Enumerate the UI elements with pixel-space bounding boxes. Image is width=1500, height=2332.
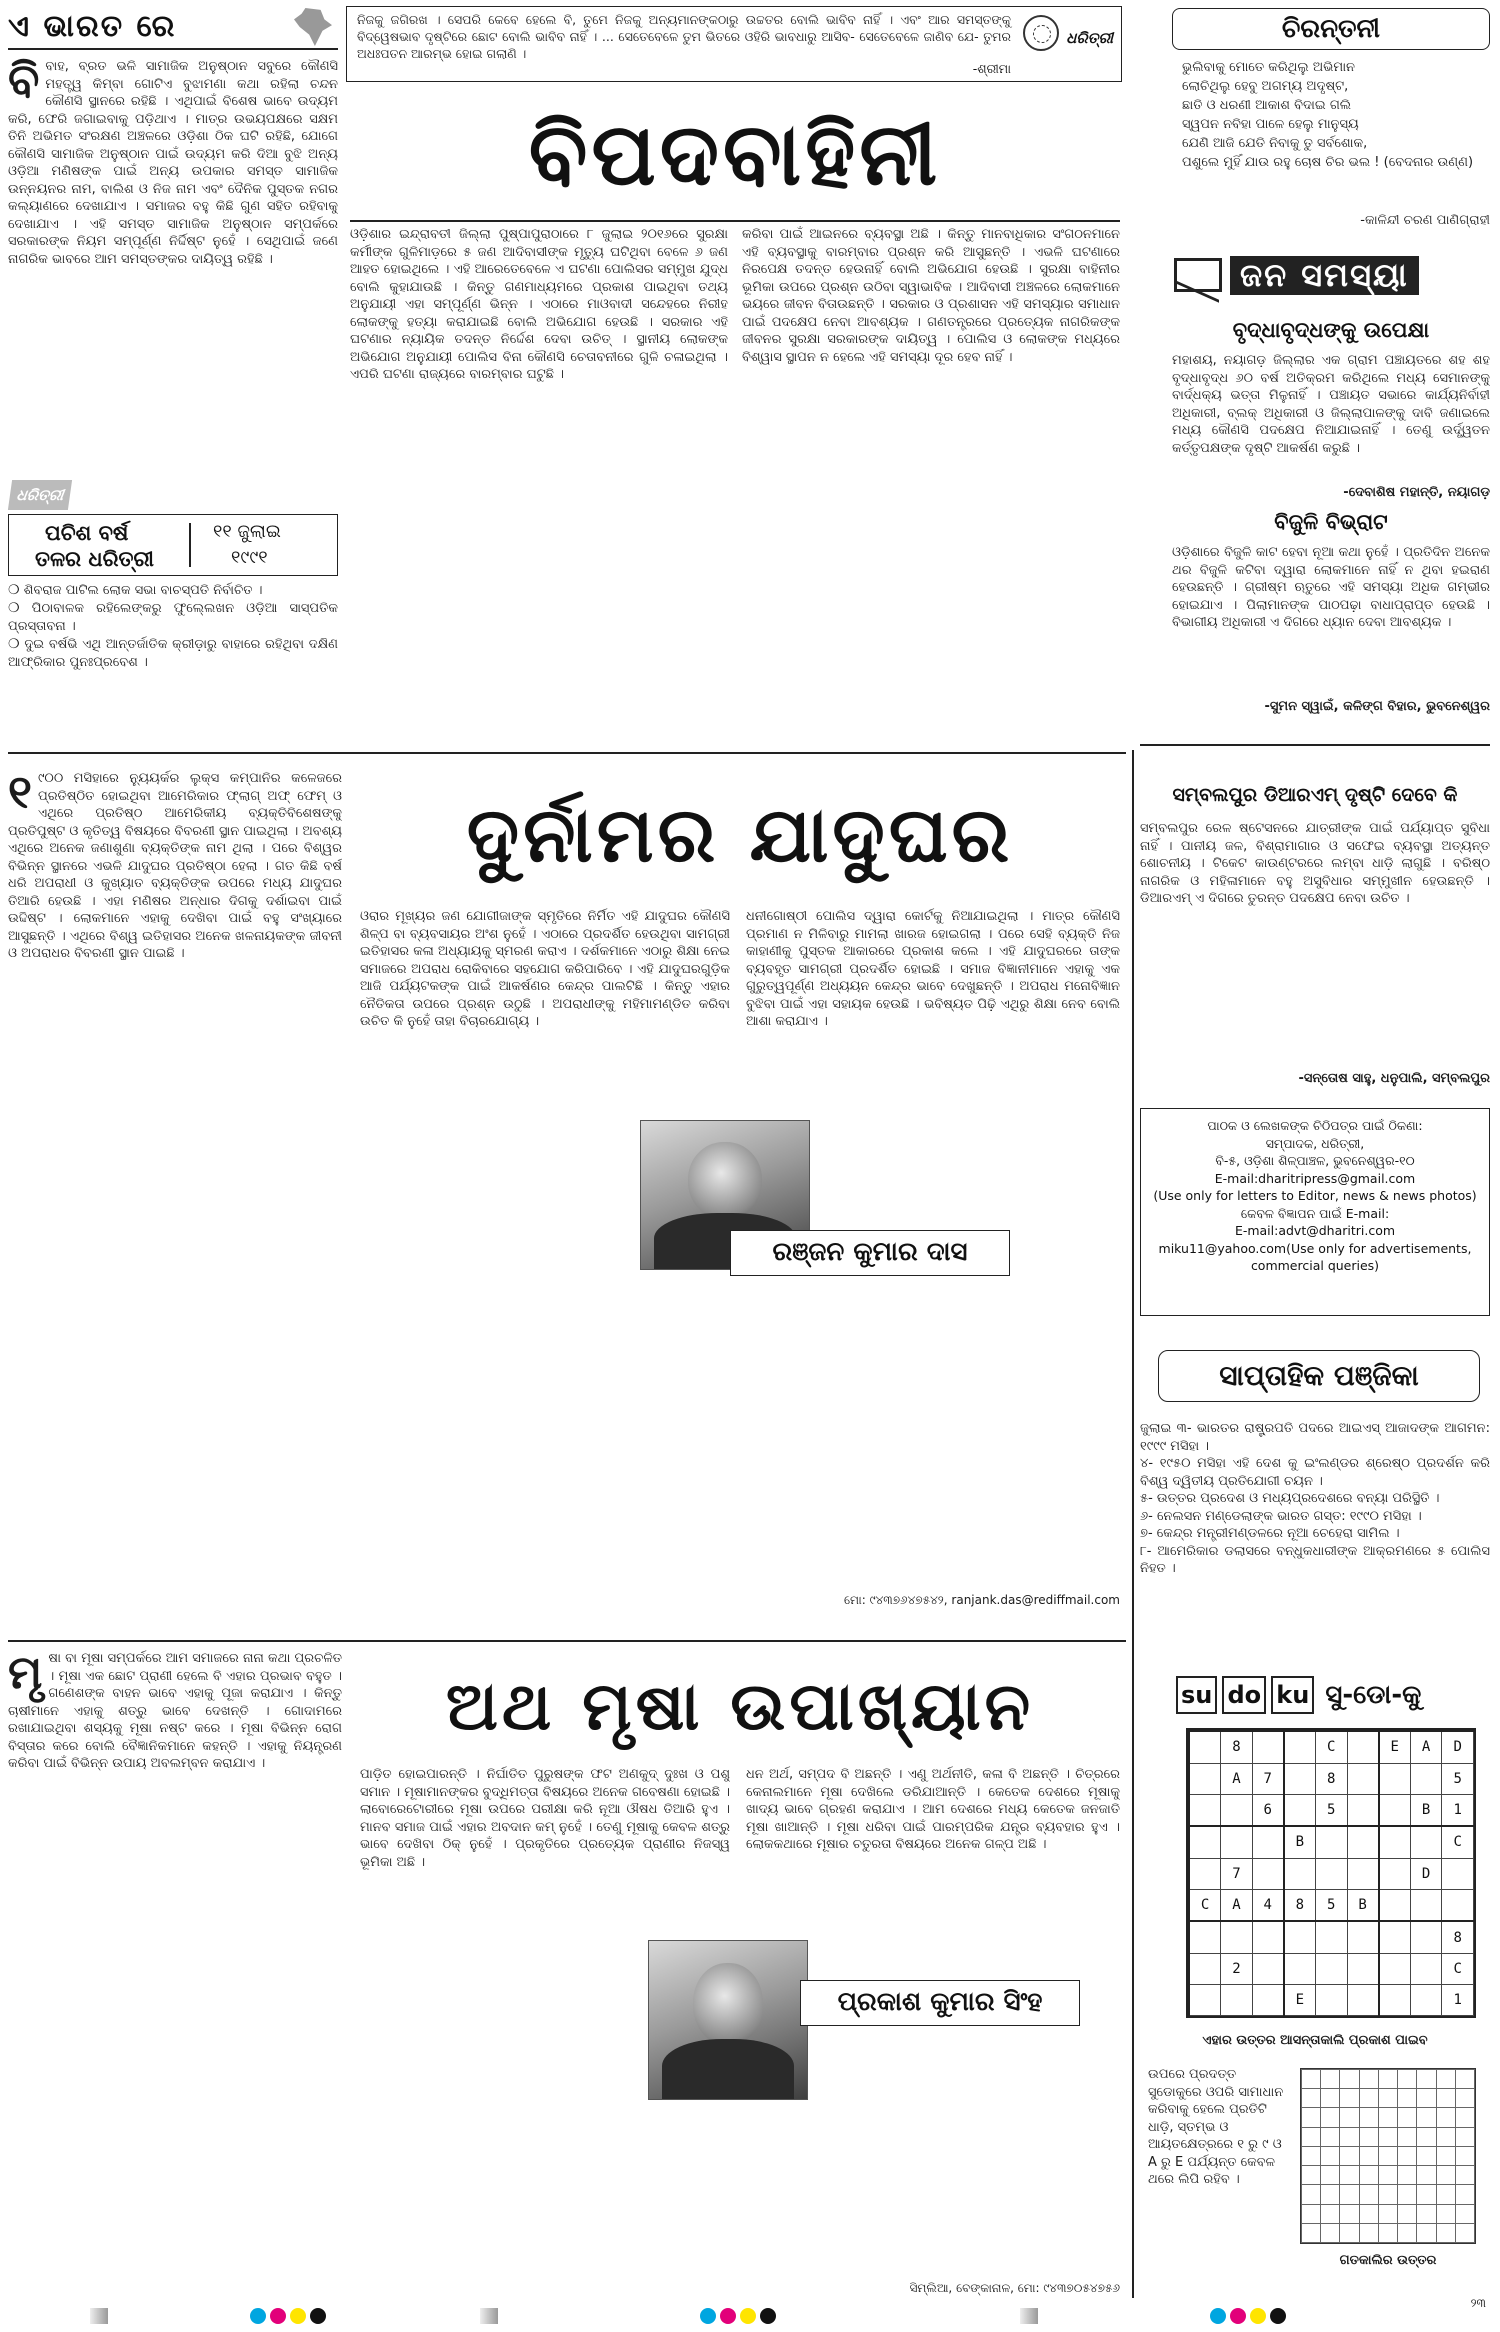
answer-cell [1436,2108,1455,2127]
sudoku-cell[interactable] [1189,1984,1221,2015]
article2-dropcap: ୧ [8,770,32,819]
answer-cell [1359,2166,1378,2185]
article1-col2: କରିବା ପାଇଁ ଆଇନରେ ବ୍ୟବସ୍ଥା ଅଛି । କିନ୍ତୁ ମାନବାଧିକାର ସଂଗଠନମାନେ ଏହି ବ୍ୟବସ୍ଥାକୁ ବାରମ୍ବାର ପ୍ରଶ୍ନ କରି ଆସୁଛନ୍ତି । ଏଭଳି ଘଟଣାରେ ନିରପେକ୍ଷ ତଦନ୍ତ ହେଉନାହିଁ ବୋଲି ଅଭିଯୋଗ ହେଉଛି । ସୁରକ୍ଷା ବାହିନୀର ଭୂମିକା ଉପରେ ପ୍ରଶ୍ନ ଉଠିବା ସ୍ୱାଭାବିକ । ଆଦିବାସୀ ଅଞ୍ଚଳରେ ଲୋକମାନେ ଭୟରେ ଜୀବନ ବିତାଉଛନ୍ତି । ସରକାର ଓ ପ୍ରଶାସନ ଏହି ସମସ୍ୟାର ସମାଧାନ ପାଇଁ ପଦକ୍ଷେପ ନେବା ଆବଶ୍ୟକ । ଗଣତନ୍ତ୍ରରେ ପ୍ରତ୍ୟେକ ନାଗରିକଙ୍କ ଜୀବନର ସୁରକ୍ଷା ସରକାରଙ୍କ ଦାୟିତ୍ୱ । ପୋଲିସ ଓ ଲୋକଙ୍କ ମଧ୍ୟରେ ବିଶ୍ୱାସ ସ୍ଥାପନ ନ ହେଲେ ଏହି ସମସ୍ୟା ଦୂର ହେବ ନାହିଁ । [742,227,1120,365]
sudoku-cell[interactable] [1284,1794,1316,1826]
answer-cell [1302,2070,1321,2089]
answer-cell [1359,2070,1378,2089]
answer-cell [1302,2108,1321,2127]
sudoku-cell[interactable] [1315,1858,1347,1889]
sudoku-cell[interactable] [1379,1984,1411,2015]
saptahika-item-4: ୬- ନେଲସନ ମଣ୍ଡେଲାଙ୍କ ଭାରତ ଗସ୍ତ: ୧୯୯୦ ମସିହା । [1140,1508,1422,1524]
letter2-title: ବିଜୁଳି ବିଭ୍ରାଟ [1274,510,1388,534]
sudoku-cell[interactable] [1284,1763,1316,1794]
print-mark-2 [480,2308,498,2324]
registration-mark-cyan [250,2308,266,2324]
sudoku-cell[interactable] [1252,1858,1284,1889]
registration-mark-black-2 [760,2308,776,2324]
answer-cell [1340,2070,1359,2089]
answer-cell [1436,2166,1455,2185]
print-mark-1 [90,2308,108,2324]
answer-cell [1340,2185,1359,2204]
answer-cell [1321,2185,1340,2204]
answer-cell [1436,2185,1455,2204]
answer-cell [1398,2223,1417,2242]
sudoku-cell[interactable] [1252,1731,1284,1763]
sudoku-cell[interactable]: 8 [1284,1889,1316,1921]
anniversary-point-3: ❍ ଦୁଇ ବର୍ଷଭି ଏଥି ଆନ୍ତର୍ଜାତିକ କ୍ରୀଡ଼ାରୁ ବାହାରେ ରହିଥିବା ଦକ୍ଷିଣ ଆଫ୍ରିକାର ପୁନଃପ୍ରବେଶ । [8,637,338,670]
sudoku-cell[interactable] [1410,1953,1442,1984]
sudoku-cell[interactable] [1347,1763,1379,1794]
article2-author: ରଞ୍ଜନ କୁମାର ଦାସ [730,1230,1010,1276]
sudoku-cell[interactable] [1379,1763,1411,1794]
answer-cell [1359,2185,1378,2204]
article3-col1 [8,1650,342,2300]
article1-headline: ବିପଦବାହିନୀ [528,105,942,205]
sudoku-cell[interactable] [1347,1826,1379,1858]
answer-cell [1417,2166,1436,2185]
answer-cell [1417,2185,1436,2204]
letter2-sign: -ସୁମନ ସ୍ୱାଇଁ, କଳିଙ୍ଗ ବିହାର, ଭୁବନେଶ୍ୱର [1264,699,1490,714]
registration-mark-black [310,2308,326,2324]
article2-col1-text: ୯୦୦ ମସିହାରେ ନ୍ୟୁୟର୍କର ଲୁକ୍‍ସ କମ୍ପାନିର କଳେଜରେ ପ୍ରତିଷ୍ଠିତ ହୋଇଥିବା ଆମେରିକାର ଫ୍ଲାଗ୍ ଅଫ୍ ଫେମ୍ ଓ ଏଥିରେ ପ୍ରତିଷ୍ଠ ଆମେରିକୀୟ ବ୍ୟକ୍ତିବିଶେଷଙ୍କୁ ପ୍ରତିପୁଷ୍ଟ ଓ କୃତିତ୍ୱ ବିଷୟରେ ବିବରଣୀ ସ୍ଥାନ ପାଇଥିଲା । ଅବଶ୍ୟ ଏଥିରେ ଅନେକ ଜଣାଶୁଣା ବ୍ୟକ୍ତିଙ୍କ ନାମ ଥିଲା । ପରେ ବିଶ୍ୱର ବିଭିନ୍ନ ସ୍ଥାନରେ ଏଭଳି ଯାଦୁଘର ପ୍ରତିଷ୍ଠା ହେଲା । ଗତ କିଛି ବର୍ଷ ଧରି ଅପରାଧୀ ଓ କୁଖ୍ୟାତ ବ୍ୟକ୍ତିଙ୍କ ଉପରେ ମଧ୍ୟ ଯାଦୁଘର ତିଆରି ହେଉଛି । ଏହା ମଣିଷର ଅନ୍ଧାର ଦିଗକୁ ଦର୍ଶାଇବା ପାଇଁ ଉଦ୍ଦିଷ୍ଟ । ଲୋକମାନେ ଏହାକୁ ଦେଖିବା ପାଇଁ ବହୁ ସଂଖ୍ୟାରେ ଆସୁଛନ୍ତି । ଏଥିରେ ବିଶ୍ୱ ଇତିହାସର ଅନେକ ଖଳନାୟକଙ୍କ ଜୀବନୀ ଓ ଅପରାଧର ବିବରଣୀ ସ୍ଥାନ ପାଇଛି । [8,771,342,961]
answer-cell [1378,2108,1397,2127]
answer-cell [1321,2146,1340,2165]
answer-cell [1398,2127,1417,2146]
sudoku-title-do: do [1222,1676,1266,1714]
sudoku-cell[interactable] [1347,1858,1379,1889]
sudoku-cell[interactable] [1410,1984,1442,2015]
registration-mark-cyan-2 [700,2308,716,2324]
answer-cell [1378,2204,1397,2223]
answer-cell [1340,2223,1359,2242]
sudoku-answer-table [1301,2069,1475,2243]
saptahika-item-3: ୫- ଉତ୍ତର ପ୍ରଦେଶ ଓ ମଧ୍ୟପ୍ରଦେଶରେ ବନ୍ୟା ପରିସ୍ଥିତି । [1140,1491,1440,1506]
left-article-text: ବାହ, ବ୍ରତ ଭଳି ସାମାଜିକ ଅନୁଷ୍ଠାନ ସବୁରେ କୌଣସି ମହତ୍ତ୍ୱ କିମ୍ବା ଗୋଟିଏ ବୁଝାମଣା କଥା ରହିଲା ଚନ୍ଦନ କୌଣସି ସ୍ଥାନରେ ରହିଛି । ଏଥିପାଇଁ ବିଶେଷ ଭାବେ ଉଦ୍ୟମ କରି, ଫେରି ଜଗାଇବାକୁ ପଡ଼ିଥାଏ । ମାତ୍ର ଉଭୟପକ୍ଷରେ ସକ୍ଷମ ତିନି ଅଭିମତ ସଂରକ୍ଷଣ ଅଞ୍ଚଳରେ ଓଡ଼ିଶା ଠିକ ଘଟି ରହିଛି, ଯୋଗେ କୌଣସି ସାମାଜିକ ଅନୁଷ୍ଠାନ ପାଇଁ ଉଦ୍ୟମ କରି ଦିଆ ବୁଝି ଅନ୍ୟ ଓଡ଼ିଆ ମଣିଷଙ୍କ ପାଇଁ ଅନ୍ୟ ଉପକାର ସମସ୍ତ ସାମାଜିକ ଉନ୍ନୟନର ନାମ, ବାଲିଶ ଓ ନିଜ ନାମ ଏବଂ ଦୈନିକ ପୁସ୍ତକ ନଗର କଲ୍ୟାଣରେ ଦେଖାଯାଏ । ସମାଜର ବହୁ କିଛି ଗୁଣ ସହିତ ରହିବାକୁ ଦେଖାଯାଏ । ଏହି ସମସ୍ତ ସାମାଜିକ ଅନୁଷ୍ଠାନ ସମ୍ପର୍କରେ ସରକାରଙ୍କ ନିୟମ ସମ୍ପୂର୍ଣ୍ଣ ନିର୍ଦ୍ଦିଷ୍ଟ ନୁହେଁ । ସେଥିପାଇଁ ଜଣେ ନାଗରିକ ଭାବରେ ଆମ ସମସ୍ତଙ୍କର ଦାୟିତ୍ୱ ରହିଛି । [8,59,338,267]
quote-author: -ଶ୍ରୀମା [972,61,1011,76]
page-number: ୨୩ [1470,2296,1486,2310]
sudoku-cell[interactable] [1189,1953,1221,1984]
sudoku-cell[interactable]: 5 [1315,1794,1347,1826]
sudoku-cell[interactable] [1315,1826,1347,1858]
answer-cell [1321,2089,1340,2108]
sudoku-cell[interactable] [1442,1889,1474,1921]
masthead-brand [8,6,338,50]
chirantani-title: ଚିରନ୍ତନୀ [1172,8,1490,50]
answer-cell [1302,2166,1321,2185]
answer-cell [1378,2089,1397,2108]
answer-cell [1302,2204,1321,2223]
article3-col2: ପାଡ଼ିତ ହୋଇପାରନ୍ତି । ନିର୍ଘାତିତ ପୁରୁଷଙ୍କ ଫଟ ଅଣକୁଦ୍ ଦୁଃଖ ଓ ପଶୁ ସମାନ । ମୂଷାମାନଙ୍କର ବୁଦ୍ଧିମତ୍ତା ବିଷୟରେ ଅନେକ ଗବେଷଣା ହୋଇଛି । ଲାବୋରେଟୋରୀରେ ମୂଷା ଉପରେ ପରୀକ୍ଷା କରି ନୂଆ ଔଷଧ ତିଆରି ହୁଏ । ମାନବ ସମାଜ ପାଇଁ ଏହାର ଅବଦାନ କମ୍ ନୁହେଁ । ତେଣୁ ମୂଷାକୁ କେବଳ ଶତ୍ରୁ ଭାବେ ଦେଖିବା ଠିକ୍ ନୁହେଁ । ପ୍ରକୃତିରେ ପ୍ରତ୍ୟେକ ପ୍ରାଣୀର ନିଜସ୍ୱ ଭୂମିକା ଅଛି । [360,1767,730,1870]
anniversary-logo: ଧରିତ୍ରୀ [8,480,72,510]
sudoku-cell[interactable] [1410,1921,1442,1953]
sudoku-cell[interactable]: B [1347,1889,1379,1921]
india-map-icon [294,8,332,46]
sudoku-cell[interactable]: 7 [1221,1858,1253,1889]
sudoku-cell[interactable] [1379,1794,1411,1826]
answer-cell [1455,2185,1474,2204]
contact-line-3: ବି-୫, ଓଡ଼ିଶା ଶିଳ୍ପାଞ୍ଚଳ, ଭୁବନେଶ୍ୱର-୧୦ [1215,1153,1415,1168]
answer-cell [1436,2070,1455,2089]
quote-text: ନିଜକୁ ଜଗିରଖ । ସେପରି କେବେ ହେଲେ ବି, ତୁମେ ନିଜକୁ ଅନ୍ୟମାନଙ୍କଠାରୁ ଉଚ୍ଚତର ବୋଲି ଭାବିବ ନାହିଁ । ଏବଂ ଆର ସମସ୍ତଙ୍କୁ ବିଦ୍ୱେଷଭାବ ଦୃଷ୍ଟିରେ ଛୋଟ ବୋଲି ଭାବିବ ନାହିଁ । ... ସେତେବେଳେ ତୁମ ଭିତରେ ଓହିରି ଭାବଧାରୁ ଆସିବ- ସେତେବେଳେ ଜାଣିବ ଯେ- ତୁମର ଅଧଃପତନ ଆରମ୍ଭ ହୋଇ ଗଲାଣି । [357,12,1011,61]
answer-cell [1417,2070,1436,2089]
sudoku-cell[interactable] [1284,1953,1316,1984]
answer-cell [1378,2185,1397,2204]
anniversary-box [8,480,338,634]
anniversary-title-box [8,514,338,576]
chirantani-poet: -କାଳିନ୍ଦୀ ଚରଣ ପାଣିଗ୍ରାହୀ [1360,213,1490,228]
sudoku-answer-grid [1300,2068,1476,2244]
sudoku-cell[interactable] [1442,1858,1474,1889]
sudoku-cell[interactable]: 1 [1442,1984,1474,2015]
sudoku-grid[interactable] [1186,1728,1476,2018]
answer-cell [1455,2146,1474,2165]
answer-cell [1359,2146,1378,2165]
sudoku-cell[interactable] [1284,1921,1316,1953]
answer-cell [1417,2204,1436,2223]
sudoku-cell[interactable] [1347,1731,1379,1763]
article3-contact: ସିମ୍‍ଲିଆ, ବେଙ୍କାନାଳ, ମୋ: ୯୪୩୭୦୫୪୭୫୬ [909,2281,1120,2295]
answer-cell [1417,2127,1436,2146]
sudoku-cell[interactable] [1379,1858,1411,1889]
sudoku-cell[interactable] [1410,1889,1442,1921]
answer-cell [1340,2108,1359,2127]
answer-cell [1417,2108,1436,2127]
letter1-sign: -ଦେବାଶିଷ ମହାନ୍ତି, ନୟାଗଡ଼ [1343,485,1490,500]
answer-cell [1398,2089,1417,2108]
saptahika-title: ସାପ୍ତାହିକ ପଞ୍ଜିକା [1158,1350,1480,1402]
sudoku-cell[interactable] [1221,1984,1253,2015]
answer-cell [1340,2166,1359,2185]
saptahika-item-2: ୪- ୧୯୫୦ ମସିହା ଏହି ଦେଶ କୁ ଇଂଲଣ୍ଡର ଶ୍ରେଷ୍ଠ ପ୍ରଦର୍ଶନ କରି ବିଶ୍ୱ ଦ୍ୱିତୀୟ ପ୍ରତିଯୋଗୀ ଚୟନ । [1140,1456,1490,1489]
sudoku-cell[interactable] [1221,1794,1253,1826]
sudoku-cell[interactable] [1379,1826,1411,1858]
lotus-logo-icon [1023,15,1059,51]
sudoku-cell[interactable] [1315,1921,1347,1953]
sudoku-cell[interactable]: E [1284,1984,1316,2015]
answer-cell [1417,2223,1436,2242]
sudoku-cell[interactable] [1284,1731,1316,1763]
article3-col3: ଧନ ଅର୍ଥ, ସମ୍ପଦ ବି ଅଛନ୍ତି । ଏଣୁ ଅର୍ଥନୀତି, କଳା ବି ଅଛନ୍ତି । ଚିତ୍ରରେ କେନାଲମାନେ ମୂଷା ଦେଖିଲେ ଡରିଯାଆନ୍ତି । କେତେକ ଦେଶରେ ମୂଷାକୁ ଖାଦ୍ୟ ଭାବେ ଗ୍ରହଣ କରାଯାଏ । ଆମ ଦେଶରେ ମଧ୍ୟ କେତେକ ଜନଜାତି ମୂଷା ଖାଆନ୍ତି । ମୂଷା ଧରିବା ପାଇଁ ପାରମ୍ପରିକ ଯନ୍ତ୍ର ବ୍ୟବହାର ହୁଏ । ଲୋକକଥାରେ ମୂଷାର ଚତୁରତା ବିଷୟରେ ଅନେକ ଗଳ୍ପ ଅଛି । [746,1767,1120,1852]
sudoku-title: ସୁ-ଡୋ-କୁ [1325,1680,1422,1710]
sudoku-table[interactable] [1188,1730,1474,2016]
sudoku-cell[interactable]: D [1410,1858,1442,1889]
sudoku-cell[interactable] [1252,1984,1284,2015]
letter1-title: ବୃଦ୍ଧାବୃଦ୍ଧଙ୍କୁ ଉପେକ୍ଷା [1232,318,1430,342]
letter2-text: ଓଡ଼ିଶାରେ ବିଜୁଳି କାଟ ହେବା ନୂଆ କଥା ନୁହେଁ । ପ୍ରତିଦିନ ଅନେକ ଥର ବିଜୁଳି କଟିବା ଦ୍ୱାରା ଲୋକମାନେ ନାହିଁ ନ ଥିବା ହଇରାଣ ହେଉଛନ୍ତି । ଗ୍ରୀଷ୍ମ ଋତୁରେ ଏହି ସମସ୍ୟା ଅଧିକ ଗମ୍ଭୀର ହୋଇଯାଏ । ପିଲାମାନଙ୍କ ପାଠପଢ଼ା ବାଧାପ୍ରାପ୍ତ ହେଉଛି । ବିଭାଗୀୟ ଅଧିକାରୀ ଏ ଦିଗରେ ଧ୍ୟାନ ଦେବା ଆବଶ୍ୟକ । [1172,545,1490,630]
sudoku-cell[interactable]: C [1442,1826,1474,1858]
saptahika-list [1140,1420,1490,1670]
letter3-title: ସମ୍ବଲପୁର ଡିଆରଏମ୍ ଦୃଷ୍ଟି ଦେବେ କି [1172,784,1458,806]
left-article-dropcap: ବି [8,58,40,107]
sudoku-cell[interactable]: D [1442,1731,1474,1763]
sudoku-cell[interactable] [1347,1984,1379,2015]
sudoku-cell[interactable]: E [1379,1731,1411,1763]
answer-cell [1302,2223,1321,2242]
registration-mark-yellow [290,2308,306,2324]
letter1-text: ମହାଶୟ, ନୟାଗଡ଼ ଜିଲ୍ଲାର ଏକ ଗ୍ରାମ ପଞ୍ଚାୟତରେ ଶହ ଶହ ବୃଦ୍ଧାବୃଦ୍ଧ ୬୦ ବର୍ଷ ଅତିକ୍ରମ କରିଥିଲେ ମଧ୍ୟ ସେମାନଙ୍କୁ ବାର୍ଦ୍ଧକ୍ୟ ଭତ୍ତା ମିଳୁନାହିଁ । ପଞ୍ଚାୟତ ସଭାରେ କାର୍ଯ୍ୟନିର୍ବାହୀ ଅଧିକାରୀ, ବ୍ଲକ୍ ଅଧିକାରୀ ଓ ଜିଲ୍ଲାପାଳଙ୍କୁ ଦାବି ଜଣାଇଲେ ମଧ୍ୟ କୌଣସି ପଦକ୍ଷେପ ନିଆଯାଇନାହିଁ । ତେଣୁ ଉର୍ଦ୍ଧ୍ୱତନ କର୍ତ୍ତୃପକ୍ଷଙ୍କ ଦୃଷ୍ଟି ଆକର୍ଷଣ କରୁଛି । [1172,353,1490,456]
answer-cell [1398,2204,1417,2223]
sudoku-cell[interactable] [1189,1921,1221,1953]
answer-cell [1398,2146,1417,2165]
letter3-sign: -ସନ୍ତୋଷ ସାହୁ, ଧନୁପାଲି, ସମ୍ବଲପୁର [1298,1071,1490,1086]
article2-col3: ଧନୀଗୋଷ୍ଠୀ ପୋଲିସ ଦ୍ୱାରା କୋର୍ଟକୁ ନିଆଯାଇଥିଲା । ମାତ୍ର କୌଣସି ପ୍ରମାଣ ନ ମିଳିବାରୁ ମାମଲା ଖାରଜ ହୋଇଗଲା । ପରେ ସେହି ବ୍ୟକ୍ତି ନିଜ କାହାଣୀକୁ ପୁସ୍ତକ ଆକାରରେ ପ୍ରକାଶ କଲେ । ଏହି ଯାଦୁଘରରେ ତାଙ୍କ ବ୍ୟବହୃତ ସାମଗ୍ରୀ ପ୍ରଦର୍ଶିତ ହୋଇଛି । ସମାଜ ବିଜ୍ଞାନୀମାନେ ଏହାକୁ ଏକ ଗୁରୁତ୍ୱପୂର୍ଣ୍ଣ ଅଧ୍ୟୟନ କେନ୍ଦ୍ର ଭାବେ ଦେଖୁଛନ୍ତି । ଅପରାଧ ମନୋବିଜ୍ଞାନ ବୁଝିବା ପାଇଁ ଏହା ସହାୟକ ହେଉଛି । ଭବିଷ୍ୟତ ପିଢ଼ି ଏଥିରୁ ଶିକ୍ଷା ନେବ ବୋଲି ଆଶା କରାଯାଏ । [746,909,1120,1029]
answer-cell [1321,2204,1340,2223]
anniversary-point-2: ❍ ପିଠାବାଳକ ରହିଲେଙ୍କରୁ ଫୁଲ୍‍ଲେଖନ ଓଡ଼ିଆ ସାସ୍ପତିକ ପ୍ରସ୍ତାବନା । [8,601,338,634]
contact-box [1140,1108,1490,1316]
answer-cell [1302,2127,1321,2146]
jana-samasya-header [1172,250,1490,310]
answer-cell [1340,2089,1359,2108]
sudoku-cell[interactable] [1315,1984,1347,2015]
answer-cell [1455,2204,1474,2223]
article3-headline: ଅଥ ମୃଷା ଉପାଖ୍ୟାନ [445,1668,1035,1745]
anniversary-title-1: ପଚିଶ ବର୍ଷ [45,521,129,545]
contact-email-1[interactable]: E-mail:dharitripress@gmail.com [1214,1170,1416,1186]
contact-line-2: ସମ୍ପାଦକ, ଧରିତ୍ରୀ, [1265,1135,1365,1151]
sudoku-cell[interactable] [1221,1921,1253,1953]
saptahika-item-5: ୭- କେନ୍ଦ୍ର ମନ୍ତ୍ରୀମଣ୍ଡଳରେ ନୂଆ ଚେହେରା ସାମିଲ । [1140,1526,1400,1541]
sudoku-cell[interactable]: 8 [1221,1731,1253,1763]
sudoku-cell[interactable]: 1 [1442,1794,1474,1826]
answer-cell [1436,2089,1455,2108]
sudoku-cell[interactable] [1379,1889,1411,1921]
sudoku-cell[interactable]: 8 [1442,1921,1474,1953]
contact-email-3[interactable]: miku11@yahoo.com(Use only for advertisements, commercial queries) [1158,1240,1472,1273]
article2-col2: ଓରାର ମୂଖ୍ୟର ଜଣ ଯୋଗୀଜାଙ୍କ ସ୍ମୃତିରେ ନିର୍ମିତ ଏହି ଯାଦୁଘର କୌଣସି ଶିଳ୍ପ ବା ବ୍ୟବସାୟର ଅଂଶ ନୁହେଁ । ଏଠାରେ ପ୍ରଦର୍ଶିତ ହେଉଥିବା ସାମଗ୍ରୀ ଇତିହାସର କଳା ଅଧ୍ୟାୟକୁ ସ୍ମରଣ କରାଏ । ଦର୍ଶକମାନେ ଏଠାରୁ ଶିକ୍ଷା ନେଇ ସମାଜରେ ଅପରାଧ ରୋକିବାରେ ସହଯୋଗ କରିପାରିବେ । ଏହି ଯାଦୁଘରଗୁଡ଼ିକ ଆଜି ପର୍ଯ୍ୟଟକଙ୍କ ପାଇଁ ଆକର୍ଷଣର କେନ୍ଦ୍ର ପାଲଟିଛି । କିନ୍ତୁ ଏହାର ନୈତିକତା ଉପରେ ପ୍ରଶ୍ନ ଉଠୁଛି । ଅପରାଧୀଙ୍କୁ ମହିମାମଣ୍ଡିତ କରିବା ଉଚିତ କି ନୁହେଁ ତାହା ବିଚାରଯୋଗ୍ୟ । [360,909,730,1029]
answer-cell [1359,2108,1378,2127]
sudoku-cell[interactable]: 8 [1315,1763,1347,1794]
answer-cell [1321,2070,1340,2089]
sudoku-cell[interactable] [1379,1953,1411,1984]
answer-cell [1378,2070,1397,2089]
answer-cell [1398,2185,1417,2204]
sudoku-cell[interactable] [1189,1858,1221,1889]
sudoku-title-su: su [1176,1676,1217,1714]
article3-col1-text: ଷା ବା ମୂଷା ସମ୍ପର୍କରେ ଆମ ସମାଜରେ ନାନା କଥା ପ୍ରଚଳିତ । ମୂଷା ଏକ ଛୋଟ ପ୍ରାଣୀ ହେଲେ ବି ଏହାର ପ୍ରଭାବ ବହୁତ । ଗଣେଶଙ୍କ ବାହନ ଭାବେ ଏହାକୁ ପୂଜା କରାଯାଏ । କିନ୍ତୁ ଚାଷୀମାନେ ଏହାକୁ ଶତ୍ରୁ ଭାବେ ଦେଖନ୍ତି । ଗୋଦାମରେ ରଖାଯାଇଥିବା ଶସ୍ୟକୁ ମୂଷା ନଷ୍ଟ କରେ । ମୂଷା ବିଭିନ୍ନ ରୋଗ ବିସ୍ତାର କରେ ବୋଲି ବୈଜ୍ଞାନିକମାନେ କହନ୍ତି । ଏହାକୁ ନିୟନ୍ତ୍ରଣ କରିବା ପାଇଁ ବିଭିନ୍ନ ଉପାୟ ଅବଲମ୍ବନ କରାଯାଏ । [8,1651,342,1771]
registration-mark-magenta-3 [1230,2308,1246,2324]
anniversary-date-1: ୧୧ ଜୁଲାଇ [213,521,281,542]
answer-cell [1340,2204,1359,2223]
answer-cell [1359,2204,1378,2223]
sudoku-instructions: ଉପରେ ପ୍ରଦତ୍ତ ସୁଡୋକୁରେ ଓପରି ସାମାଧାନ କରିବାକୁ ହେଲେ ପ୍ରତିଟି ଧାଡ଼ି, ସ୍ତମ୍ଭ ଓ ଆୟତକ୍ଷେତ୍ରରେ ୧ ରୁ ୯ ଓ A ରୁ E ପର୍ଯ୍ୟନ୍ତ କେବଳ ଥରେ ଲିପି ରହିବ । [1148,2067,1284,2187]
answer-cell [1340,2146,1359,2165]
answer-cell [1417,2089,1436,2108]
answer-cell [1455,2166,1474,2185]
saptahika-item-1: ଜୁଲାଇ ୩- ଭାରତର ରାଷ୍ଟ୍ରପତି ପଦରେ ଆଇଏସ୍ ଆଜାଦଙ୍କ ଆଗମନ: ୧୯୯୯ ମସିହା । [1140,1421,1490,1454]
dharitri-logo: ଧରିତ୍ରୀ [1066,29,1113,47]
sudoku-header [1176,1676,1490,1718]
sudoku-cell[interactable] [1347,1794,1379,1826]
registration-mark-magenta [270,2308,286,2324]
answer-cell [1455,2223,1474,2242]
answer-cell [1359,2089,1378,2108]
sudoku-cell[interactable] [1347,1953,1379,1984]
anniversary-title-2: ତଳର ଧରିତ୍ରୀ [35,547,154,571]
saptahika-item-6: ୮- ଆମେରିକାର ଡଲାସରେ ବନ୍ଧୁକଧାରୀଙ୍କ ଆକ୍ରମଣରେ ୫ ପୋଲିସ ନିହତ । [1140,1543,1490,1576]
masthead-brand-title: ଏ ଭାରତ ରେ [8,9,177,44]
article1-col1: ଓଡ଼ିଶାର ଇନ୍ଦ୍ରାବତୀ ଜିଲ୍ଲା ପୁଷ୍ପାପୁରାଠାରେ ୮ ଜୁଲାଇ ୨୦୧୬ରେ ସୁରକ୍ଷା କର୍ମୀଙ୍କ ଗୁଳିମାଡ଼ରେ ୫ ଜଣ ଆଦିବାସୀଙ୍କ ମୃତ୍ୟୁ ଘଟିଥିବା ବେଳେ ୬ ଜଣ ଆହତ ହୋଇଥିଲେ । ଏହି ଆରେତେବେଳେ ଏ ଘଟଣା ପୋଲିସର ସମ୍ମୁଖ ଯୁଦ୍ଧ ବୋଲି କୁହାଯାଉଛି । କିନ୍ତୁ ଗଣମାଧ୍ୟମରେ ପ୍ରକାଶ ପାଇଥିବା ତଥ୍ୟ ଅନୁଯାୟୀ ଏହା ସମ୍ପୂର୍ଣ୍ଣ ଭିନ୍ନ । ଏଠାରେ ମାଓବାଦୀ ସନ୍ଦେହରେ ନିରୀହ ଲୋକଙ୍କୁ ହତ୍ୟା କରାଯାଇଛି ବୋଲି ଅଭିଯୋଗ ହେଉଛି । ସରକାର ଏହି ଘଟଣାର ନ୍ୟାୟିକ ତଦନ୍ତ ନିର୍ଦ୍ଦେଶ ଦେବା ଉଚିତ୍ । ସ୍ଥାନୀୟ ଲୋକଙ୍କ ଅଭିଯୋଗ ଅନୁଯାୟୀ ପୋଲିସ ବିନା କୌଣସି ଚେତାବନୀରେ ଗୁଳି ଚଳାଇଥିଲା । ଏପରି ଘଟଣା ରାଜ୍ୟରେ ବାରମ୍ବାର ଘଟୁଛି । [350,227,728,382]
article2-headline: ଦୁର୍ନାମର ଯାଦୁଘର [466,790,1014,879]
answer-cell [1455,2070,1474,2089]
article3-dropcap: ମୃ [8,1650,43,1699]
contact-line-4: କେବଳ ବିଜ୍ଞାପନ ପାଇଁ E-mail: [1240,1205,1390,1221]
sudoku-cell[interactable]: A [1221,1763,1253,1794]
sudoku-cell[interactable]: A [1221,1889,1253,1921]
sudoku-cell[interactable]: 7 [1252,1763,1284,1794]
anniversary-date-2: ୧୯୯୧ [231,547,268,568]
sudoku-cell[interactable] [1410,1826,1442,1858]
answer-cell [1455,2089,1474,2108]
left-article [8,58,338,468]
sudoku-cell[interactable] [1315,1953,1347,1984]
answer-cell [1378,2127,1397,2146]
sudoku-cell[interactable]: 2 [1221,1953,1253,1984]
sudoku-cell[interactable] [1221,1826,1253,1858]
answer-cell [1436,2146,1455,2165]
print-mark-3 [1020,2308,1038,2324]
sudoku-cell[interactable] [1189,1763,1221,1794]
sudoku-cell[interactable] [1252,1921,1284,1953]
sudoku-cell[interactable]: 5 [1442,1763,1474,1794]
article2-col1 [8,770,342,1640]
answer-cell [1455,2108,1474,2127]
sudoku-cell[interactable]: 6 [1252,1794,1284,1826]
answer-cell [1302,2146,1321,2165]
sudoku-caption: ଏହାର ଉତ୍ତର ଆସନ୍ତାକାଲି ପ୍ରକାଶ ପାଇବ [1202,2033,1428,2048]
sudoku-cell[interactable] [1189,1731,1221,1763]
answer-cell [1302,2185,1321,2204]
answer-cell [1378,2146,1397,2165]
sudoku-cell[interactable] [1252,1826,1284,1858]
sudoku-cell[interactable]: 5 [1315,1889,1347,1921]
registration-mark-black-3 [1270,2308,1286,2324]
jana-samasya-title: ଜନ ସମସ୍ୟା [1230,256,1419,295]
anniversary-point-1: ❍ ଶିବରାଜ ପାଟିଲ ଲୋକ ସଭା ବାଚସ୍ପତି ନିର୍ବାଚିତ । [8,583,263,598]
answer-cell [1302,2089,1321,2108]
answer-cell [1359,2223,1378,2242]
author-photo-prakash [648,1940,808,2100]
answer-cell [1417,2146,1436,2165]
sudoku-cell[interactable]: B [1410,1794,1442,1826]
answer-cell [1436,2127,1455,2146]
answer-cell [1436,2204,1455,2223]
chirantani-poem: ଭୁଲିବାକୁ ମୋତେ କରିଥିଲୁ ଅଭିମାନ ଲୋଚିଥିଲୁ ହେବୁ ଅଗମ୍ୟ ଅଦୃଷ୍ଟ, ଛାତି ଓ ଧରଣୀ ଆକାଶ ବିଦାଇ ଗଲି ସ୍ୱପନ ନବିହା ପାଳେ ହେଲୁ ମାନୁସ୍ୟ ଯେଣି ଆଜି ଯେତି ନିବାକୁ ତୁ ସର୍ବଶୋକ, ପଶୁଲେ ମୁହିଁ ଯାଉ ରହୁ ଚୋଷ ଚିର ଭଲ ! (ବେଦନାର ଉଣ୍ଣ) [1182,60,1474,170]
article2-contact: ମୋ: ୯୪୩୭୬୪୭୫୪୨, ranjank.das@rediffmail.com [844,1593,1120,1607]
answer-cell [1398,2166,1417,2185]
article3-author: ପ୍ରକାଶ କୁମାର ସିଂହ [800,1980,1080,2026]
sudoku-cell[interactable]: C [1442,1953,1474,1984]
letter3-text: ସମ୍ବଲପୁର ରେଳ ଷ୍ଟେସନରେ ଯାତ୍ରୀଙ୍କ ପାଇଁ ପର୍ଯ୍ୟାପ୍ତ ସୁବିଧା ନାହିଁ । ପାନୀୟ ଜଳ, ବିଶ୍ରାମାଗାର ଓ ସଫେଇ ବ୍ୟବସ୍ଥା ଅତ୍ୟନ୍ତ ଶୋଚନୀୟ । ଟିକେଟ କାଉଣ୍ଟରରେ ଲମ୍ବା ଧାଡ଼ି ଲାଗୁଛି । ବରିଷ୍ଠ ନାଗରିକ ଓ ମହିଳାମାନେ ବହୁ ଅସୁବିଧାର ସମ୍ମୁଖୀନ ହେଉଛନ୍ତି । ଡିଆରଏମ୍ ଏ ଦିଗରେ ତୁରନ୍ତ ପଦକ୍ଷେପ ନେବା ଉଚିତ । [1140,821,1490,906]
answer-cell [1321,2127,1340,2146]
sudoku-cell[interactable]: C [1189,1889,1221,1921]
contact-email-1-note: (Use only for letters to Editor, news & news photos) [1153,1188,1477,1203]
sudoku-cell[interactable]: 4 [1252,1889,1284,1921]
answer-cell [1359,2127,1378,2146]
sudoku-cell[interactable] [1347,1921,1379,1953]
answer-cell [1340,2127,1359,2146]
contact-line-1: ପାଠକ ଓ ଲେଖକଙ୍କ ଚିଠିପତ୍ର ପାଇଁ ଠିକଣା: [1207,1118,1423,1133]
sudoku-cell[interactable] [1410,1763,1442,1794]
quote-box [346,6,1122,82]
answer-cell [1436,2223,1455,2242]
answer-cell [1378,2223,1397,2242]
registration-mark-cyan-3 [1210,2308,1226,2324]
contact-email-2[interactable]: E-mail:advt@dharitri.com [1234,1223,1396,1238]
sudoku-title-ku: ku [1271,1676,1314,1714]
sudoku-cell[interactable]: B [1284,1826,1316,1858]
registration-mark-yellow-2 [740,2308,756,2324]
answer-cell [1321,2166,1340,2185]
sudoku-cell[interactable] [1189,1794,1221,1826]
sudoku-cell[interactable] [1284,1858,1316,1889]
answer-cell [1455,2127,1474,2146]
sudoku-cell[interactable]: C [1315,1731,1347,1763]
sudoku-cell[interactable] [1252,1953,1284,1984]
answer-cell [1321,2223,1340,2242]
answer-cell [1378,2166,1397,2185]
registration-mark-magenta-2 [720,2308,736,2324]
sudoku-cell[interactable] [1379,1921,1411,1953]
sudoku-answer-caption: ଗତକାଲିର ଉତ୍ତର [1339,2253,1437,2268]
sudoku-cell[interactable]: A [1410,1731,1442,1763]
registration-mark-yellow-3 [1250,2308,1266,2324]
sudoku-cell[interactable] [1189,1826,1221,1858]
envelope-icon [1174,258,1222,292]
answer-cell [1398,2108,1417,2127]
answer-cell [1398,2070,1417,2089]
answer-cell [1321,2108,1340,2127]
